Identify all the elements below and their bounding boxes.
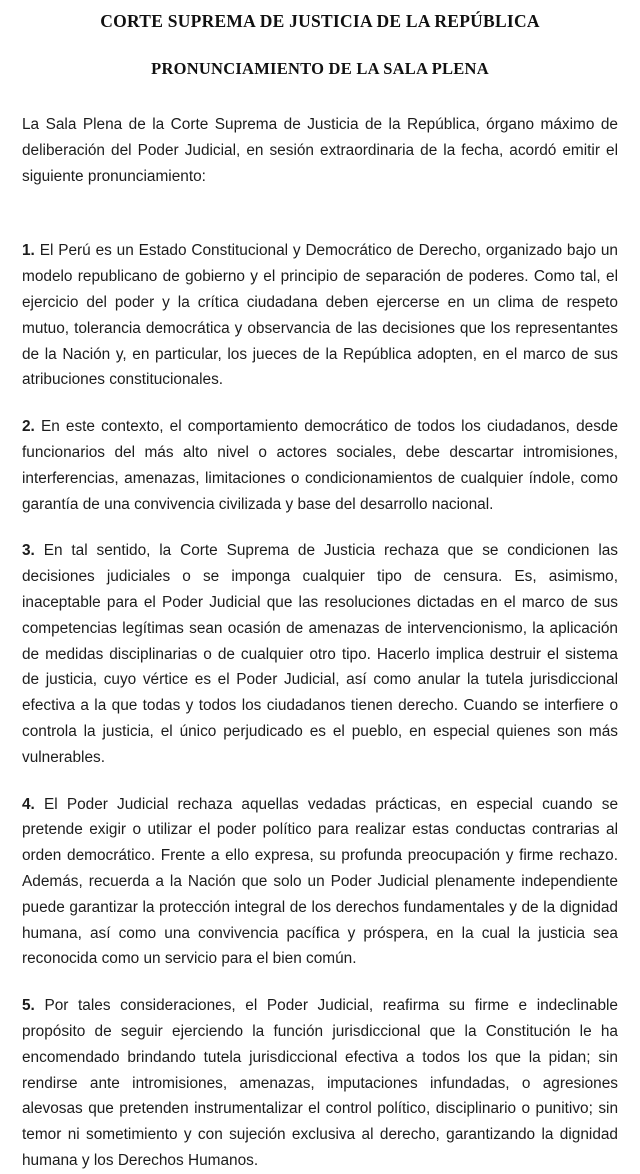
- document-body: [22, 112, 618, 1174]
- numbered-paragraph-4: [22, 792, 618, 973]
- document-header: [0, 0, 640, 80]
- paragraph-text-1: El Perú es un Estado Constitucional y Democrático de Derecho, organizado bajo un modelo republicano de gobierno y el principio de separación de poderes. Como tal, el ejercicio del poder y la crítica ciudadana deben ejercerse en un clima de respeto mutuo, tolerancia democrática y observancia de las decisiones que los representantes de la Nación y, en particular, los jueces de la República adopten, en el marco de sus atribuciones constitucionales.: [22, 242, 618, 389]
- paragraph-text-3: En tal sentido, la Corte Suprema de Justicia rechaza que se condicionen las decisiones judiciales o se imponga cualquier tipo de censura. Es, asimismo, inaceptable para el Poder Judicial que las resoluciones dictadas en el marco de sus competencias legítimas sean ocasión de amenazas de intervencionismo, la aplicación de medidas disciplinarias o de cualquier otro tipo. Hacerlo implica destruir el sistema de justicia, cuyo vértice es el Poder Judicial, así como anular la tutela jurisdiccional efectiva a la que todas y todos los ciudadanos tienen derecho. Cuando se interfiere o controla la justicia, el único perjudicado es el pueblo, en especial quienes son más vulnerables.: [22, 542, 618, 766]
- numbered-paragraph-2: [22, 414, 618, 517]
- intro-paragraph: La Sala Plena de la Corte Suprema de Justicia de la República, órgano máximo de deliberación del Poder Judicial, en sesión extraordinaria de la fecha, acordó emitir el siguiente pronunciamiento:: [22, 116, 618, 185]
- paragraph-text-4: El Poder Judicial rechaza aquellas vedadas prácticas, en especial cuando se pretende exigir o utilizar el poder político para realizar estas conductas contrarias al orden democrático. Frente a ello expresa, su profunda preocupación y firme rechazo. Además, recuerda a la Nación que solo un Poder Judicial plenamente independiente puede garantizar la protección integral de los derechos fundamentales y de la dignidad humana, así como una convivencia pacífica y próspera, en la cual la justicia sea reconocida como un servicio para el bien común.: [22, 795, 619, 968]
- paragraph-number-4: 4.: [22, 795, 35, 813]
- page-title: CORTE SUPREMA DE JUSTICIA DE LA REPÚBLICA: [100, 11, 540, 31]
- paragraph-text-5: Por tales consideraciones, el Poder Judicial, reafirma su firme e indeclinable propósito de seguir ejerciendo la función jurisdiccional que la Constitución le ha encomendado brindando tutela jurisdiccional efectiva a todos los que la pidan; sin rendirse ante intromisiones, amenazas, imputaciones infundadas, o agresiones alevosas que pretenden instrumentalizar el control político, disciplinario o punitivo; sin temor ni sometimiento y con sujeción exclusiva al derecho, garantizando la dignidad humana y los Derechos Humanos.: [22, 997, 618, 1169]
- numbered-paragraph-3: [22, 538, 618, 770]
- paragraph-number-2: 2.: [22, 418, 35, 436]
- paragraph-number-5: 5.: [22, 997, 35, 1015]
- numbered-paragraph-5: [22, 993, 618, 1174]
- paragraph-number-3: 3.: [22, 542, 35, 560]
- page-subtitle: PRONUNCIAMIENTO DE LA SALA PLENA: [151, 58, 489, 78]
- paragraph-number-1: 1.: [22, 242, 35, 260]
- paragraph-text-2: En este contexto, el comportamiento democrático de todos los ciudadanos, desde funcionarios del más alto nivel o actores sociales, debe descartar intromisiones, interferencias, amenazas, limitaciones o condicionamientos de cualquier índole, como garantía de una convivencia civilizada y base del desarrollo nacional.: [22, 418, 619, 513]
- numbered-paragraph-1: [22, 238, 618, 393]
